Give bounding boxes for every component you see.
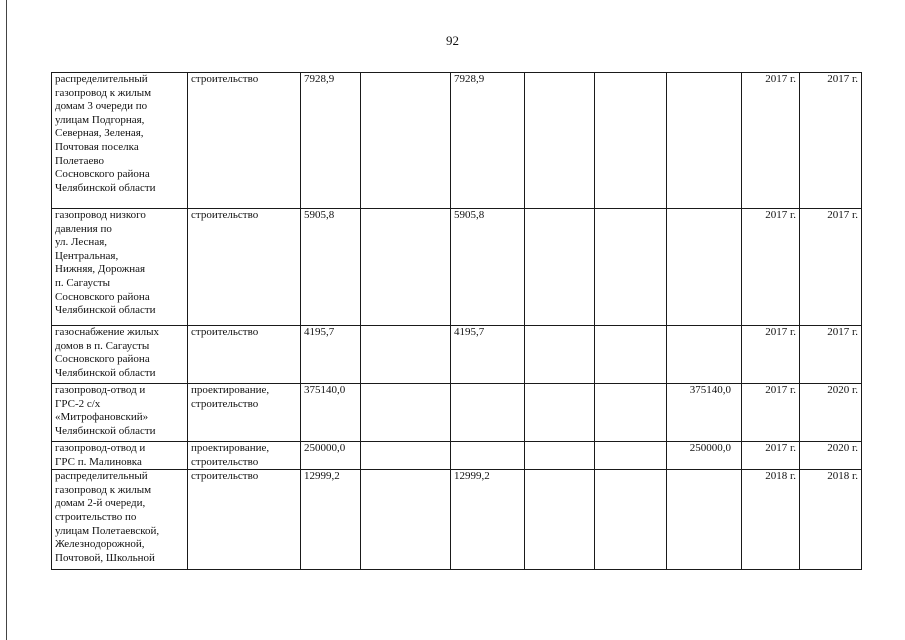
object-name-line: газопровод низкого [55,209,146,221]
funding-col5-cell: 12999,2 [451,470,525,570]
funding-col8-cell [667,326,742,384]
end-year-cell: 2017 г. [800,209,862,326]
funding-col4-cell [361,73,451,209]
total-cost-cell: 5905,8 [301,209,361,326]
object-name-cell [52,73,188,209]
work-type-line: строительство [191,73,259,85]
investment-table [51,72,862,570]
funding-col6-cell [525,73,595,209]
total-cost-cell: 375140,0 [301,384,361,442]
page-margin-line [6,0,7,640]
funding-col6-cell [525,209,595,326]
object-name-line: Челябинской области [55,304,156,317]
end-year-cell: 2017 г. [800,326,862,384]
object-name-cell [52,209,188,326]
object-name-line: домам 3 очереди по [55,100,148,113]
object-name-line: Почтовой, Школьной [55,551,155,564]
funding-col4-cell [361,442,451,470]
table-row [52,470,862,570]
total-cost-cell: 4195,7 [301,326,361,384]
work-type-cell [188,209,301,326]
funding-col5-cell [451,442,525,470]
work-type-line: строительство [191,326,259,338]
funding-col5-cell: 5905,8 [451,209,525,326]
funding-col7-cell [595,384,667,442]
object-name-line: домов в п. Сагаусты [55,339,150,352]
object-name-line: Челябинской области [55,424,156,437]
object-name-line: Нижняя, Дорожная [55,263,146,276]
funding-col4-cell [361,326,451,384]
object-name-line: «Митрофановский» [55,411,149,424]
object-name-line: Сосновского района [55,353,150,366]
object-name-line: газоснабжение жилых [55,326,160,338]
object-name-cell [52,442,188,470]
funding-col7-cell [595,73,667,209]
start-year-cell: 2017 г. [742,326,800,384]
funding-col8-cell: 250000,0 [667,442,742,470]
work-type-cell [188,384,301,442]
funding-col8-cell [667,470,742,570]
object-name-line: улицам Полетаевской, [55,524,160,537]
object-name-line: строительство по [55,510,137,523]
work-type-line: строительство [191,397,259,410]
end-year-cell: 2017 г. [800,73,862,209]
end-year-cell: 2020 г. [800,442,862,470]
object-name-line: ул. Лесная, [55,236,108,249]
object-name-line: Северная, Зеленая, [55,127,144,140]
work-type-line: строительство [191,470,259,483]
funding-col7-cell [595,326,667,384]
total-cost-cell: 12999,2 [301,470,361,570]
start-year-cell: 2017 г. [742,442,800,470]
funding-col6-cell [525,326,595,384]
start-year-cell: 2017 г. [742,384,800,442]
start-year-cell: 2018 г. [742,470,800,570]
object-name-line: Железнодорожной, [55,538,145,551]
object-name-line: газопровод к жилым [55,86,152,99]
object-name-line: Полетаево [55,154,104,167]
table-row [52,73,862,209]
work-type-line: строительство [191,209,259,221]
work-type-line: проектирование, [191,442,270,454]
funding-col6-cell [525,442,595,470]
funding-col5-cell [451,384,525,442]
object-name-cell [52,470,188,570]
object-name-line: п. Сагаусты [55,276,111,289]
work-type-cell [188,326,301,384]
work-type-cell [188,442,301,470]
object-name-line: Центральная, [55,249,119,262]
funding-col6-cell [525,470,595,570]
funding-col8-cell [667,73,742,209]
object-name-line: газопровод-отвод и [55,442,146,454]
funding-col7-cell [595,470,667,570]
table-row [52,209,862,326]
work-type-cell [188,470,301,570]
object-name-line: Сосновского района [55,168,150,181]
table-row [52,326,862,384]
funding-col4-cell [361,384,451,442]
funding-col4-cell [361,470,451,570]
object-name-line: давления по [55,222,112,235]
total-cost-cell: 250000,0 [301,442,361,470]
start-year-cell: 2017 г. [742,73,800,209]
funding-col5-cell: 7928,9 [451,73,525,209]
total-cost-cell: 7928,9 [301,73,361,209]
funding-col7-cell [595,209,667,326]
object-name-line: газопровод к жилым [55,483,152,496]
table-body [52,73,862,570]
page-number: 92 [446,33,459,48]
object-name-line: Челябинской области [55,181,156,194]
start-year-cell: 2017 г. [742,209,800,326]
table-row [52,442,862,470]
object-name-line: Почтовая поселка [55,140,139,153]
object-name-cell [52,326,188,384]
funding-col5-cell: 4195,7 [451,326,525,384]
funding-col8-cell: 375140,0 [667,384,742,442]
object-name-line: ГРС-2 с/х [55,397,101,410]
object-name-line: улицам Подгорная, [55,113,145,126]
work-type-line: проектирование, [191,384,270,396]
end-year-cell: 2020 г. [800,384,862,442]
object-name-line: газопровод-отвод и [55,384,146,396]
object-name-line: распределительный [55,73,148,85]
object-name-line: распределительный [55,470,148,483]
object-name-line: домам 2-й очереди, [55,497,146,510]
work-type-cell [188,73,301,209]
object-name-cell [52,384,188,442]
object-name-line: Челябинской области [55,366,156,379]
object-name-line: Сосновского района [55,290,150,303]
end-year-cell: 2018 г. [800,470,862,570]
funding-col7-cell [595,442,667,470]
table-row [52,384,862,442]
funding-col8-cell [667,209,742,326]
funding-col6-cell [525,384,595,442]
work-type-line: строительство [191,455,259,468]
funding-col4-cell [361,209,451,326]
object-name-line: ГРС п. Малиновка [55,455,142,468]
